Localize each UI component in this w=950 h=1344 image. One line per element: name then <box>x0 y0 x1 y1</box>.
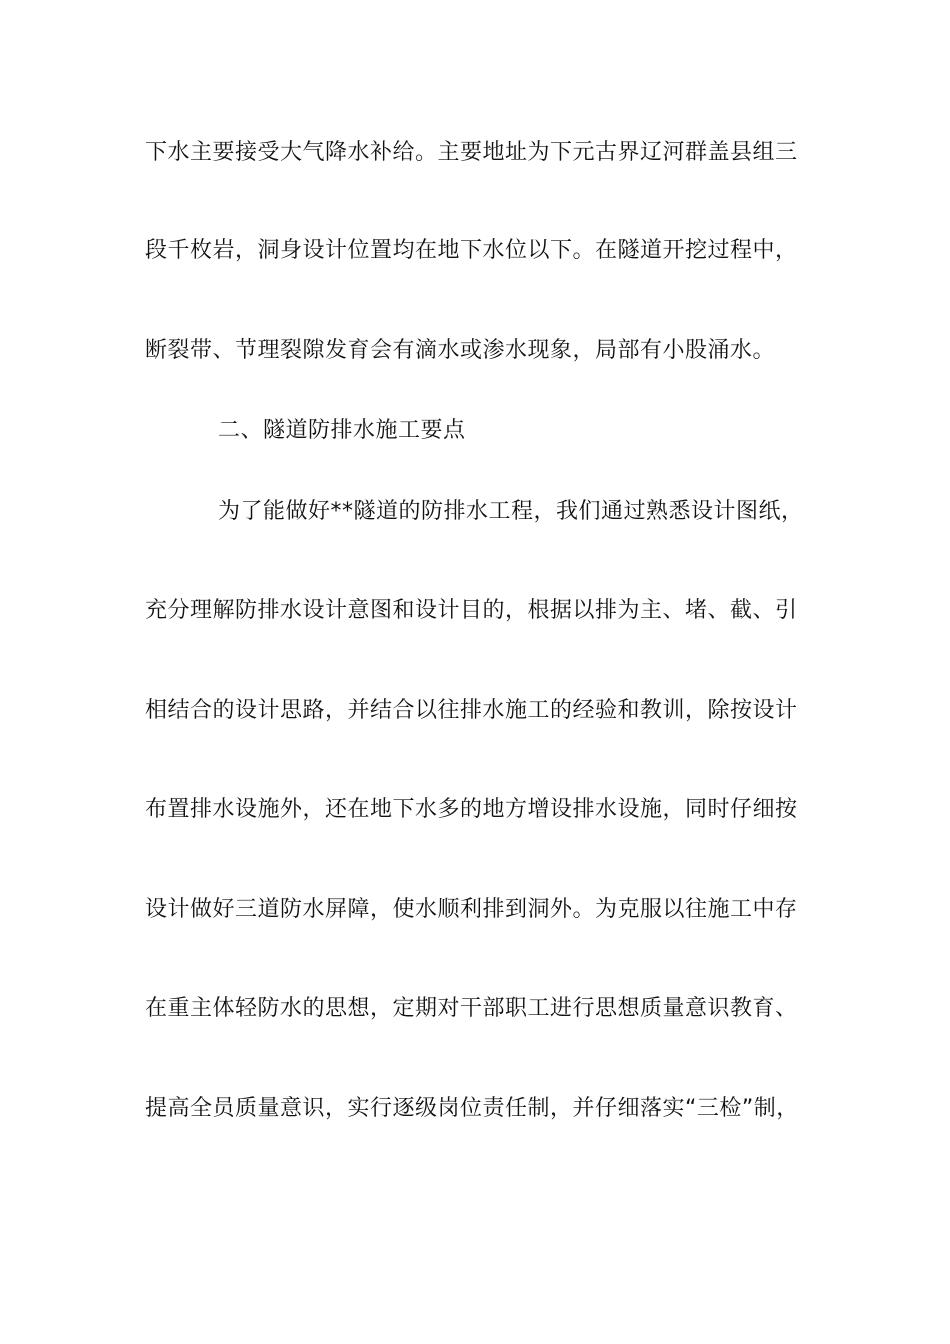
section-heading: 二、隧道防排水施工要点 <box>218 418 466 443</box>
paragraph-line: 为了能做好**隧道的防排水工程，我们通过熟悉设计图纸， <box>218 499 804 524</box>
paragraph-line: 提高全员质量意识，实行逐级岗位责任制，并仔细落实“三检”制， <box>145 1096 799 1121</box>
paragraph-line: 设计做好三道防水屏障，使水顺利排到洞外。为克服以往施工中存 <box>145 897 798 922</box>
paragraph-line: 断裂带、节理裂隙发育会有滴水或渗水现象，局部有小股涌水。 <box>145 338 776 363</box>
paragraph-line: 布置排水设施外，还在地下水多的地方增设排水设施，同时仔细按 <box>145 797 798 822</box>
paragraph-line: 在重主体轻防水的思想，定期对干部职工进行思想质量意识教育、 <box>145 996 798 1021</box>
paragraph-line: 相结合的设计思路，并结合以往排水施工的经验和教训，除按设计 <box>145 698 798 723</box>
paragraph-line: 充分理解防排水设计意图和设计目的，根据以排为主、堵、截、引 <box>145 598 798 623</box>
paragraph-line: 下水主要接受大气降水补给。主要地址为下元古界辽河群盖县组三 <box>145 140 798 165</box>
paragraph-line: 段千枚岩，洞身设计位置均在地下水位以下。在隧道开挖过程中， <box>145 238 798 263</box>
